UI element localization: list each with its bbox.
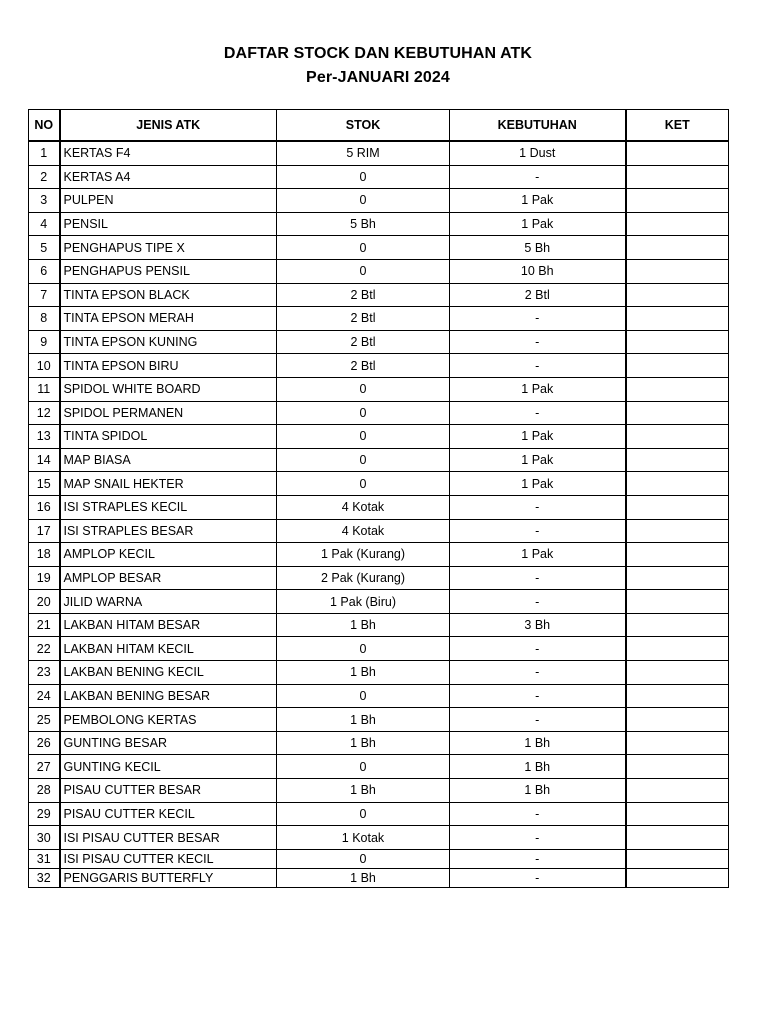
table-row: [29, 472, 729, 496]
row-jenis-atk: ISI PISAU CUTTER KECIL: [60, 849, 277, 868]
row-jenis-atk: PEMBOLONG KERTAS: [60, 708, 277, 732]
row-ket: [626, 236, 729, 260]
row-kebutuhan: -: [450, 354, 626, 378]
row-kebutuhan: -: [450, 165, 626, 189]
row-stok: 4 Kotak: [277, 495, 450, 519]
row-jenis-atk: TINTA EPSON MERAH: [60, 307, 277, 331]
row-stok: 2 Btl: [277, 307, 450, 331]
row-ket: [626, 165, 729, 189]
row-ket: [626, 425, 729, 449]
row-kebutuhan: 3 Bh: [450, 613, 626, 637]
header-kebutuhan: KEBUTUHAN: [450, 110, 626, 142]
table-row: [29, 236, 729, 260]
row-jenis-atk: LAKBAN HITAM BESAR: [60, 613, 277, 637]
row-no: 17: [29, 519, 60, 543]
row-no: 13: [29, 425, 60, 449]
row-ket: [626, 212, 729, 236]
row-no: 18: [29, 543, 60, 567]
row-no: 32: [29, 868, 60, 887]
row-jenis-atk: TINTA EPSON KUNING: [60, 330, 277, 354]
row-kebutuhan: -: [450, 401, 626, 425]
row-ket: [626, 354, 729, 378]
row-no: 21: [29, 613, 60, 637]
row-no: 19: [29, 566, 60, 590]
table-row: [29, 519, 729, 543]
row-jenis-atk: PENGHAPUS PENSIL: [60, 259, 277, 283]
header-jenis-atk: JENIS ATK: [60, 110, 277, 142]
row-stok: 0: [277, 637, 450, 661]
row-stok: 2 Pak (Kurang): [277, 566, 450, 590]
row-kebutuhan: -: [450, 849, 626, 868]
row-stok: 1 Bh: [277, 731, 450, 755]
row-no: 16: [29, 495, 60, 519]
table-row: [29, 826, 729, 850]
table-row: [29, 661, 729, 685]
row-ket: [626, 868, 729, 887]
row-kebutuhan: -: [450, 661, 626, 685]
row-ket: [626, 330, 729, 354]
row-stok: 0: [277, 849, 450, 868]
header-row: [29, 110, 729, 142]
row-ket: [626, 543, 729, 567]
row-kebutuhan: 1 Pak: [450, 472, 626, 496]
row-stok: 1 Bh: [277, 779, 450, 803]
row-jenis-atk: KERTAS F4: [60, 141, 277, 165]
row-kebutuhan: -: [450, 519, 626, 543]
header-stok: STOK: [277, 110, 450, 142]
row-stok: 4 Kotak: [277, 519, 450, 543]
row-kebutuhan: 1 Pak: [450, 377, 626, 401]
row-ket: [626, 283, 729, 307]
row-ket: [626, 613, 729, 637]
row-jenis-atk: ISI PISAU CUTTER BESAR: [60, 826, 277, 850]
row-no: 4: [29, 212, 60, 236]
row-jenis-atk: JILID WARNA: [60, 590, 277, 614]
row-kebutuhan: -: [450, 868, 626, 887]
row-ket: [626, 590, 729, 614]
row-jenis-atk: TINTA EPSON BIRU: [60, 354, 277, 378]
row-jenis-atk: ISI STRAPLES KECIL: [60, 495, 277, 519]
row-ket: [626, 519, 729, 543]
row-kebutuhan: 1 Pak: [450, 212, 626, 236]
row-kebutuhan: -: [450, 802, 626, 826]
row-kebutuhan: -: [450, 708, 626, 732]
document-title: DAFTAR STOCK DAN KEBUTUHAN ATK: [223, 45, 533, 62]
row-ket: [626, 141, 729, 165]
row-no: 3: [29, 189, 60, 213]
table-row: [29, 802, 729, 826]
row-jenis-atk: TINTA SPIDOL: [60, 425, 277, 449]
row-ket: [626, 684, 729, 708]
row-ket: [626, 472, 729, 496]
row-ket: [626, 731, 729, 755]
row-jenis-atk: PISAU CUTTER BESAR: [60, 779, 277, 803]
row-stok: 0: [277, 802, 450, 826]
row-no: 12: [29, 401, 60, 425]
row-ket: [626, 259, 729, 283]
row-stok: 2 Btl: [277, 354, 450, 378]
row-stok: 1 Pak (Kurang): [277, 543, 450, 567]
row-ket: [626, 826, 729, 850]
row-ket: [626, 755, 729, 779]
row-stok: 0: [277, 236, 450, 260]
row-jenis-atk: PISAU CUTTER KECIL: [60, 802, 277, 826]
row-ket: [626, 637, 729, 661]
row-no: 2: [29, 165, 60, 189]
row-kebutuhan: 1 Pak: [450, 189, 626, 213]
table-row: [29, 401, 729, 425]
row-kebutuhan: -: [450, 495, 626, 519]
row-stok: 2 Btl: [277, 330, 450, 354]
table-row: [29, 755, 729, 779]
table-row: [29, 141, 729, 165]
row-stok: 1 Bh: [277, 708, 450, 732]
row-ket: [626, 566, 729, 590]
row-jenis-atk: MAP BIASA: [60, 448, 277, 472]
table-row: [29, 868, 729, 887]
table-row: [29, 613, 729, 637]
row-stok: 5 Bh: [277, 212, 450, 236]
table-row: [29, 354, 729, 378]
row-kebutuhan: 1 Dust: [450, 141, 626, 165]
row-kebutuhan: -: [450, 566, 626, 590]
row-kebutuhan: 5 Bh: [450, 236, 626, 260]
table-row: [29, 189, 729, 213]
table-row: [29, 731, 729, 755]
row-jenis-atk: LAKBAN BENING KECIL: [60, 661, 277, 685]
row-stok: 1 Bh: [277, 868, 450, 887]
row-kebutuhan: -: [450, 684, 626, 708]
row-jenis-atk: PULPEN: [60, 189, 277, 213]
row-ket: [626, 661, 729, 685]
row-kebutuhan: 1 Bh: [450, 755, 626, 779]
row-kebutuhan: 1 Pak: [450, 425, 626, 449]
table-row: [29, 779, 729, 803]
row-no: 28: [29, 779, 60, 803]
row-no: 10: [29, 354, 60, 378]
row-jenis-atk: LAKBAN BENING BESAR: [60, 684, 277, 708]
row-jenis-atk: AMPLOP KECIL: [60, 543, 277, 567]
row-ket: [626, 448, 729, 472]
row-stok: 0: [277, 425, 450, 449]
row-stok: 0: [277, 684, 450, 708]
row-jenis-atk: GUNTING BESAR: [60, 731, 277, 755]
row-no: 8: [29, 307, 60, 331]
row-stok: 1 Bh: [277, 661, 450, 685]
row-no: 15: [29, 472, 60, 496]
row-stok: 0: [277, 401, 450, 425]
row-jenis-atk: TINTA EPSON BLACK: [60, 283, 277, 307]
row-kebutuhan: 1 Bh: [450, 779, 626, 803]
table-row: [29, 566, 729, 590]
table-row: [29, 495, 729, 519]
table-body: [29, 141, 729, 887]
row-ket: [626, 802, 729, 826]
row-jenis-atk: GUNTING KECIL: [60, 755, 277, 779]
table-row: [29, 849, 729, 868]
row-ket: [626, 401, 729, 425]
row-stok: 0: [277, 377, 450, 401]
row-stok: 1 Kotak: [277, 826, 450, 850]
row-stok: 5 RIM: [277, 141, 450, 165]
row-jenis-atk: SPIDOL WHITE BOARD: [60, 377, 277, 401]
row-ket: [626, 377, 729, 401]
row-kebutuhan: -: [450, 330, 626, 354]
row-ket: [626, 849, 729, 868]
row-stok: 0: [277, 189, 450, 213]
table-row: [29, 425, 729, 449]
row-stok: 1 Pak (Biru): [277, 590, 450, 614]
row-kebutuhan: -: [450, 307, 626, 331]
row-ket: [626, 189, 729, 213]
row-kebutuhan: 2 Btl: [450, 283, 626, 307]
table-row: [29, 259, 729, 283]
row-no: 9: [29, 330, 60, 354]
row-jenis-atk: SPIDOL PERMANEN: [60, 401, 277, 425]
row-jenis-atk: PENSIL: [60, 212, 277, 236]
row-jenis-atk: AMPLOP BESAR: [60, 566, 277, 590]
row-jenis-atk: KERTAS A4: [60, 165, 277, 189]
row-no: 30: [29, 826, 60, 850]
row-stok: 0: [277, 755, 450, 779]
row-no: 5: [29, 236, 60, 260]
row-jenis-atk: LAKBAN HITAM KECIL: [60, 637, 277, 661]
table-row: [29, 448, 729, 472]
row-jenis-atk: PENGGARIS BUTTERFLY: [60, 868, 277, 887]
table-row: [29, 165, 729, 189]
row-kebutuhan: -: [450, 637, 626, 661]
row-ket: [626, 307, 729, 331]
row-jenis-atk: PENGHAPUS TIPE X: [60, 236, 277, 260]
row-stok: 0: [277, 448, 450, 472]
row-ket: [626, 779, 729, 803]
row-no: 25: [29, 708, 60, 732]
row-jenis-atk: MAP SNAIL HEKTER: [60, 472, 277, 496]
row-stok: 0: [277, 165, 450, 189]
table-row: [29, 283, 729, 307]
table-row: [29, 708, 729, 732]
table-row: [29, 307, 729, 331]
row-no: 29: [29, 802, 60, 826]
row-kebutuhan: 1 Pak: [450, 448, 626, 472]
row-stok: 1 Bh: [277, 613, 450, 637]
table-header: [29, 110, 729, 142]
row-jenis-atk: ISI STRAPLES BESAR: [60, 519, 277, 543]
row-no: 24: [29, 684, 60, 708]
row-no: 7: [29, 283, 60, 307]
table-row: [29, 637, 729, 661]
row-no: 1: [29, 141, 60, 165]
row-no: 31: [29, 849, 60, 868]
row-no: 27: [29, 755, 60, 779]
row-ket: [626, 495, 729, 519]
table-row: [29, 377, 729, 401]
document-title-block: [0, 42, 756, 90]
row-no: 11: [29, 377, 60, 401]
row-no: 20: [29, 590, 60, 614]
row-stok: 0: [277, 472, 450, 496]
table-row: [29, 543, 729, 567]
row-no: 6: [29, 259, 60, 283]
row-kebutuhan: 10 Bh: [450, 259, 626, 283]
row-no: 22: [29, 637, 60, 661]
header-no: NO: [29, 110, 60, 142]
table-row: [29, 590, 729, 614]
row-no: 26: [29, 731, 60, 755]
table-row: [29, 212, 729, 236]
row-kebutuhan: 1 Pak: [450, 543, 626, 567]
row-ket: [626, 708, 729, 732]
row-kebutuhan: 1 Bh: [450, 731, 626, 755]
row-stok: 2 Btl: [277, 283, 450, 307]
document-period: Per-JANUARI 2024: [306, 69, 450, 86]
inventory-table: [28, 109, 729, 888]
row-kebutuhan: -: [450, 590, 626, 614]
row-no: 14: [29, 448, 60, 472]
table-row: [29, 330, 729, 354]
row-kebutuhan: -: [450, 826, 626, 850]
table-row: [29, 684, 729, 708]
row-stok: 0: [277, 259, 450, 283]
row-no: 23: [29, 661, 60, 685]
header-ket: KET: [626, 110, 729, 142]
